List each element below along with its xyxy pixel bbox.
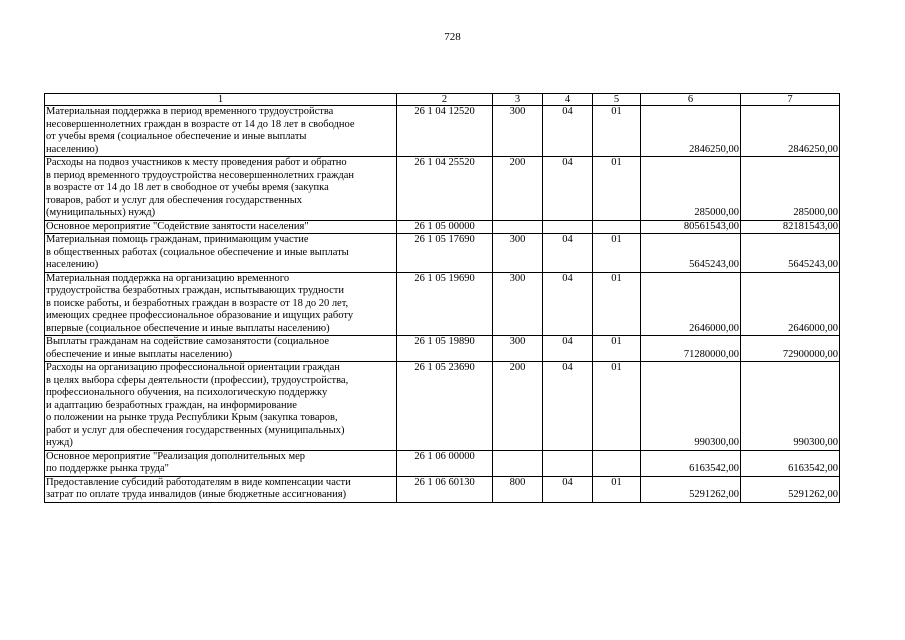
table-row bbox=[45, 362, 840, 451]
budget-code-cell: 26 1 06 00000 bbox=[397, 450, 493, 476]
amount-col6-cell: 6163542,00 bbox=[641, 450, 741, 476]
table-row bbox=[45, 476, 840, 502]
amount-col6-cell: 5291262,00 bbox=[641, 476, 741, 502]
row-name-cell: Выплаты гражданам на содействие самозанятости (социальное обеспечение и иные выплаты населению) bbox=[45, 336, 397, 362]
expense-type-cell: 800 bbox=[493, 476, 543, 502]
amount-col7-cell: 285000,00 bbox=[741, 157, 840, 221]
amount-col7-cell: 5645243,00 bbox=[741, 234, 840, 273]
expense-type-cell: 300 bbox=[493, 272, 543, 336]
column-header: 3 bbox=[493, 94, 543, 106]
column-header: 7 bbox=[741, 94, 840, 106]
amount-col7-cell: 5291262,00 bbox=[741, 476, 840, 502]
subsection-cell: 01 bbox=[593, 106, 641, 157]
budget-code-cell: 26 1 04 12520 bbox=[397, 106, 493, 157]
table-row bbox=[45, 450, 840, 476]
section-cell: 04 bbox=[543, 106, 593, 157]
amount-col6-cell: 71280000,00 bbox=[641, 336, 741, 362]
subsection-cell: 01 bbox=[593, 234, 641, 273]
expense-type-cell: 200 bbox=[493, 362, 543, 451]
subsection-cell: 01 bbox=[593, 336, 641, 362]
table-row bbox=[45, 106, 840, 157]
amount-col6-cell: 80561543,00 bbox=[641, 220, 741, 234]
amount-col7-cell: 2646000,00 bbox=[741, 272, 840, 336]
amount-col6-cell: 2646000,00 bbox=[641, 272, 741, 336]
column-header: 2 bbox=[397, 94, 493, 106]
table-row bbox=[45, 157, 840, 221]
subsection-cell: 01 bbox=[593, 476, 641, 502]
row-name-cell: Материальная поддержка в период временного трудоустройства несовершеннолетних граждан в возрасте от 14 до 18 лет в свободное от учебы время (социальное обеспечение и иные выплаты населению) bbox=[45, 106, 397, 157]
table-row bbox=[45, 220, 840, 234]
expense-type-cell bbox=[493, 450, 543, 476]
budget-code-cell: 26 1 05 23690 bbox=[397, 362, 493, 451]
expense-type-cell: 300 bbox=[493, 336, 543, 362]
amount-col7-cell: 72900000,00 bbox=[741, 336, 840, 362]
subsection-cell: 01 bbox=[593, 362, 641, 451]
amount-col6-cell: 2846250,00 bbox=[641, 106, 741, 157]
row-name-cell: Расходы на подвоз участников к месту проведения работ и обратно в период временного трудоустройства несовершеннолетних граждан в возрасте от 14 до 18 лет в свободное от учебы время (закупка товаров, работ и услуг для обеспечения государственных (муниципальных) нужд) bbox=[45, 157, 397, 221]
amount-col7-cell: 990300,00 bbox=[741, 362, 840, 451]
expense-type-cell: 300 bbox=[493, 106, 543, 157]
amount-col7-cell: 6163542,00 bbox=[741, 450, 840, 476]
column-header: 4 bbox=[543, 94, 593, 106]
table-row bbox=[45, 336, 840, 362]
expense-type-cell: 200 bbox=[493, 157, 543, 221]
expense-type-cell bbox=[493, 220, 543, 234]
section-cell: 04 bbox=[543, 272, 593, 336]
section-cell: 04 bbox=[543, 476, 593, 502]
table-row bbox=[45, 234, 840, 273]
subsection-cell: 01 bbox=[593, 157, 641, 221]
column-header: 5 bbox=[593, 94, 641, 106]
budget-table bbox=[44, 93, 840, 503]
expense-type-cell: 300 bbox=[493, 234, 543, 273]
budget-code-cell: 26 1 05 00000 bbox=[397, 220, 493, 234]
row-name-cell: Материальная поддержка на организацию временного трудоустройства безработных граждан, испытывающих трудности в поиске работы, и безработных граждан в возрасте от 18 до 20 лет, имеющих среднее профессиональное образование и ищущих работу впервые (социальное обеспечение и иные выплаты населению) bbox=[45, 272, 397, 336]
section-cell: 04 bbox=[543, 157, 593, 221]
budget-code-cell: 26 1 05 17690 bbox=[397, 234, 493, 273]
amount-col6-cell: 5645243,00 bbox=[641, 234, 741, 273]
section-cell: 04 bbox=[543, 234, 593, 273]
row-name-cell: Основное мероприятие "Содействие занятости населения" bbox=[45, 220, 397, 234]
subsection-cell bbox=[593, 220, 641, 234]
amount-col7-cell: 2846250,00 bbox=[741, 106, 840, 157]
budget-code-cell: 26 1 04 25520 bbox=[397, 157, 493, 221]
budget-code-cell: 26 1 06 60130 bbox=[397, 476, 493, 502]
page-number: 728 bbox=[444, 31, 461, 43]
subsection-cell: 01 bbox=[593, 272, 641, 336]
row-name-cell: Предоставление субсидий работодателям в виде компенсации части затрат по оплате труда инвалидов (иные бюджетные ассигнования) bbox=[45, 476, 397, 502]
section-cell: 04 bbox=[543, 362, 593, 451]
row-name-cell: Материальная помощь гражданам, принимающим участие в общественных работах (социальное обеспечение и иные выплаты населению) bbox=[45, 234, 397, 273]
budget-code-cell: 26 1 05 19690 bbox=[397, 272, 493, 336]
amount-col6-cell: 285000,00 bbox=[641, 157, 741, 221]
table-header-row bbox=[45, 94, 840, 106]
section-cell bbox=[543, 450, 593, 476]
column-header: 6 bbox=[641, 94, 741, 106]
column-header: 1 bbox=[45, 94, 397, 106]
section-cell bbox=[543, 220, 593, 234]
budget-code-cell: 26 1 05 19890 bbox=[397, 336, 493, 362]
amount-col6-cell: 990300,00 bbox=[641, 362, 741, 451]
row-name-cell: Основное мероприятие "Реализация дополнительных мер по поддержке рынка труда" bbox=[45, 450, 397, 476]
amount-col7-cell: 82181543,00 bbox=[741, 220, 840, 234]
table-row bbox=[45, 272, 840, 336]
section-cell: 04 bbox=[543, 336, 593, 362]
row-name-cell: Расходы на организацию профессиональной ориентации граждан в целях выбора сферы деятельности (профессии), трудоустройства, профессионального обучения, на психологическую поддержку и адаптацию безработных граждан, на информирование о положении на рынке труда Республики Крым (закупка товаров, работ и услуг для обеспечения государственных (муниципальных) нужд) bbox=[45, 362, 397, 451]
subsection-cell bbox=[593, 450, 641, 476]
